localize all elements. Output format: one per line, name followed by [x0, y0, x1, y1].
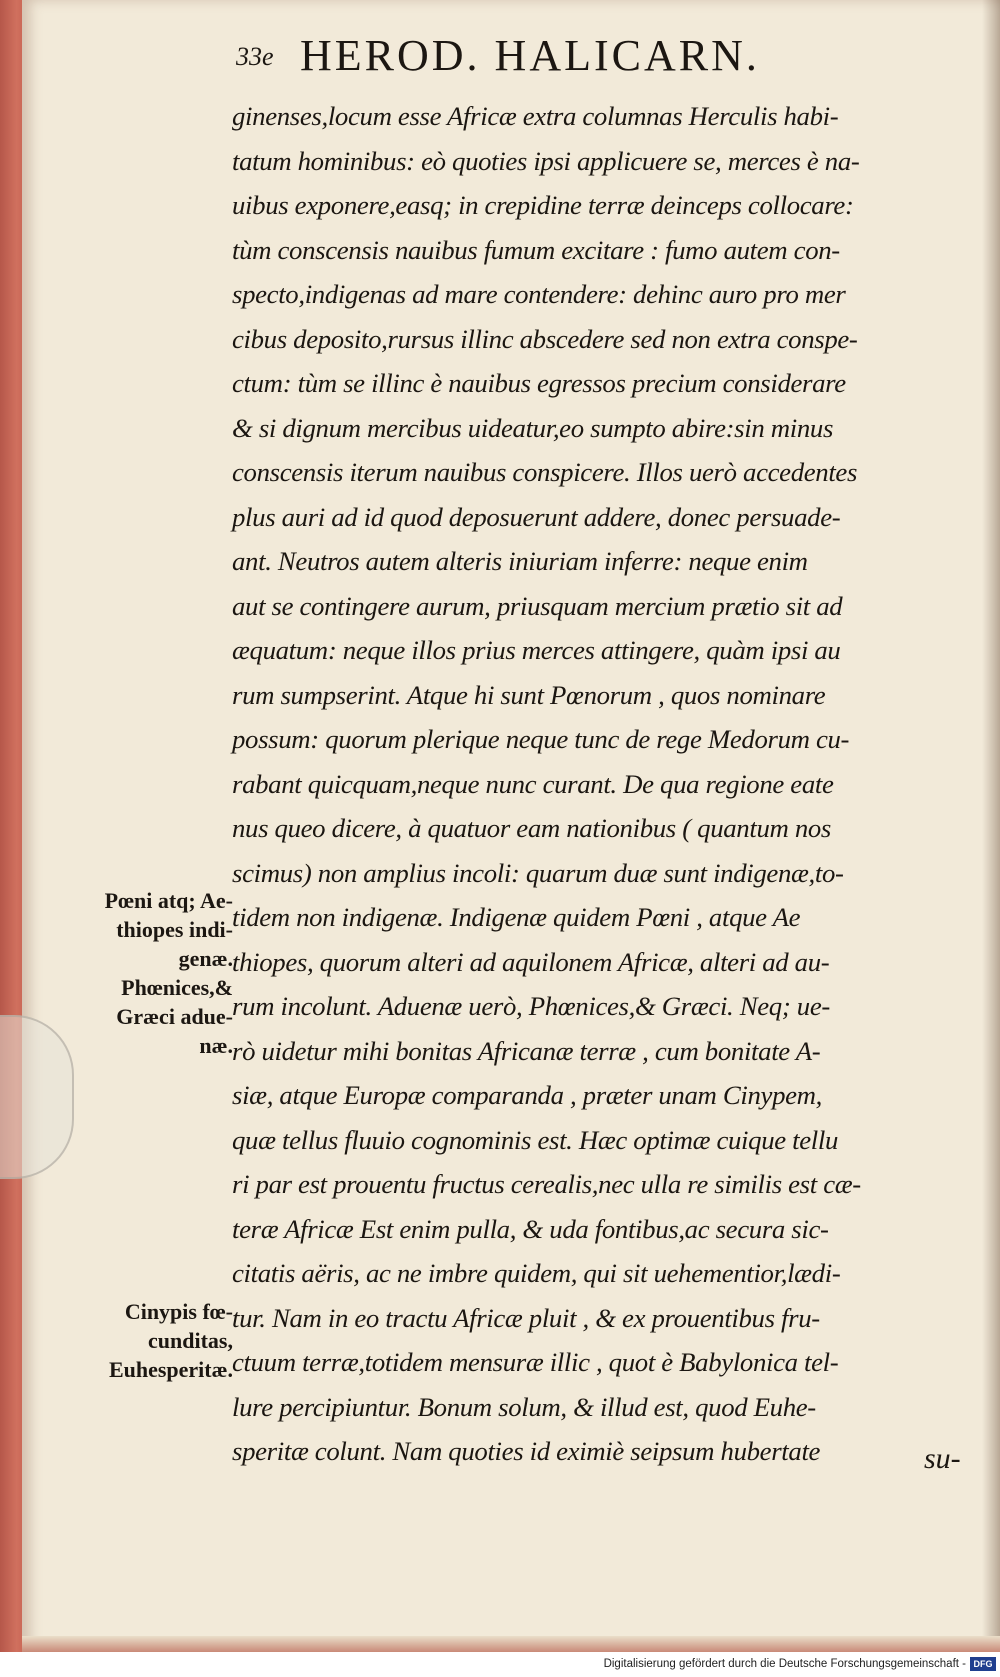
text-line: æquatum: neque illos prius merces attingere, quàm ipsi au — [232, 635, 841, 665]
sidenote-line: thiopes indi- — [116, 917, 233, 942]
body-text — [232, 94, 972, 1474]
text-line: citatis aëris, ac ne imbre quidem, qui sit uehementior,lædi- — [232, 1258, 841, 1288]
sidenote-line: Cinypis fœ- — [124, 1299, 233, 1324]
text-line: rabant quicquam,neque nunc curant. De qua regione eate — [232, 768, 834, 799]
digitization-credit: Digitalisierung gefördert durch die Deutsche Forschungsgemeinschaft - — [603, 1658, 966, 1670]
text-line: tatum hominibus: eò quoties ipsi applicuere se, merces è na- — [232, 145, 860, 176]
text-line: & si dignum mercibus uideatur,eo sumpto abire:sin minus — [232, 412, 834, 443]
sidenote-line: cunditas, — [148, 1328, 233, 1353]
text-line: ant. Neutros autem alteris iniuriam inferre: neque enim — [232, 546, 808, 576]
sidenote-line: Euhesperitæ. — [108, 1357, 233, 1382]
sidenote-line: Græci adue- — [116, 1004, 233, 1029]
text-line: teræ Africæ Est enim pulla, & uda fontibus,ac secura sic- — [232, 1213, 829, 1244]
text-line: quæ tellus fluuio cognominis est. Hæc optimæ cuique tellu — [232, 1124, 839, 1155]
dfg-logo: DFG — [970, 1657, 996, 1671]
sidenote-line: Pœni atq; Ae- — [104, 888, 233, 913]
text-line: ri par est prouentu fructus cerealis,nec ulla re similis est cæ- — [232, 1169, 861, 1199]
text-line: thiopes, quorum alteri ad aquilonem Africæ, alteri ad au- — [232, 946, 830, 977]
sidenote-line: Phœnices,& — [121, 975, 233, 1000]
sidenote-line: genæ. — [178, 946, 233, 971]
text-line: specto,indigenas ad mare contendere: dehinc auro pro mer — [232, 279, 846, 309]
text-line: tur. Nam in eo tractu Africæ pluit , & ex prouentibus fru- — [232, 1302, 820, 1333]
text-line: uibus exponere,easq; in crepidine terræ deinceps collocare: — [232, 190, 854, 220]
text-line: lure percipiuntur. Bonum solum, & illud est, quod Euhe- — [232, 1391, 816, 1422]
catchword: su- — [924, 1442, 961, 1475]
running-head: HEROD. HALICARN. — [300, 31, 760, 80]
page-gutter-shadow — [982, 0, 1000, 1652]
text-line: scimus) non amplius incoli: quarum duæ sunt indigenæ,to- — [232, 857, 844, 888]
text-line: ctum: tùm se illinc è nauibus egressos precium considerare — [232, 368, 846, 398]
text-line: possum: quorum plerique neque tunc de rege Medorum cu- — [232, 724, 850, 754]
text-line: ctuum terræ,totidem mensuræ illic , quot è Babylonica tel- — [232, 1347, 839, 1377]
text-line: cibus deposito,rursus illinc abscedere sed non extra conspe- — [232, 323, 858, 354]
page-header — [236, 30, 896, 80]
sidenote-poeni-aethiopes — [53, 886, 233, 1060]
text-line: speritæ colunt. Nam quoties id eximiè seipsum hubertate — [232, 1436, 821, 1466]
text-line: tidem non indigenæ. Indigenæ quidem Pœni , atque Ae — [232, 902, 801, 932]
text-line: aut se contingere aurum, priusquam mercium prætio sit ad — [232, 590, 843, 621]
text-line: rum sumpserint. Atque hi sunt Pœnorum , quos nominare — [232, 679, 826, 710]
text-line: siæ, atque Europæ comparanda , præter unam Cinypem, — [232, 1080, 823, 1110]
text-line: tùm conscensis nauibus fumum excitare : fumo autem con- — [232, 234, 840, 265]
text-line: rum incolunt. Aduenæ uerò, Phœnices,& Græci. Neq; ue- — [232, 991, 830, 1021]
text-line: nus queo dicere, à quatuor eam nationibus ( quantum nos — [232, 813, 832, 843]
page-bottom-edge — [22, 1636, 1000, 1652]
page-number: 33e — [236, 42, 274, 71]
text-line: ginenses,locum esse Africæ extra columnas Herculis habi- — [232, 101, 839, 131]
text-line: conscensis iterum nauibus conspicere. Illos uerò accedentes — [232, 457, 858, 487]
text-line: plus auri ad id quod deposuerunt addere, donec persuade- — [232, 501, 841, 532]
sidenote-line: næ. — [199, 1033, 233, 1058]
text-line: rò uidetur mihi bonitas Africanæ terræ , cum bonitate A- — [232, 1035, 821, 1066]
sidenote-cinypis — [53, 1297, 233, 1384]
